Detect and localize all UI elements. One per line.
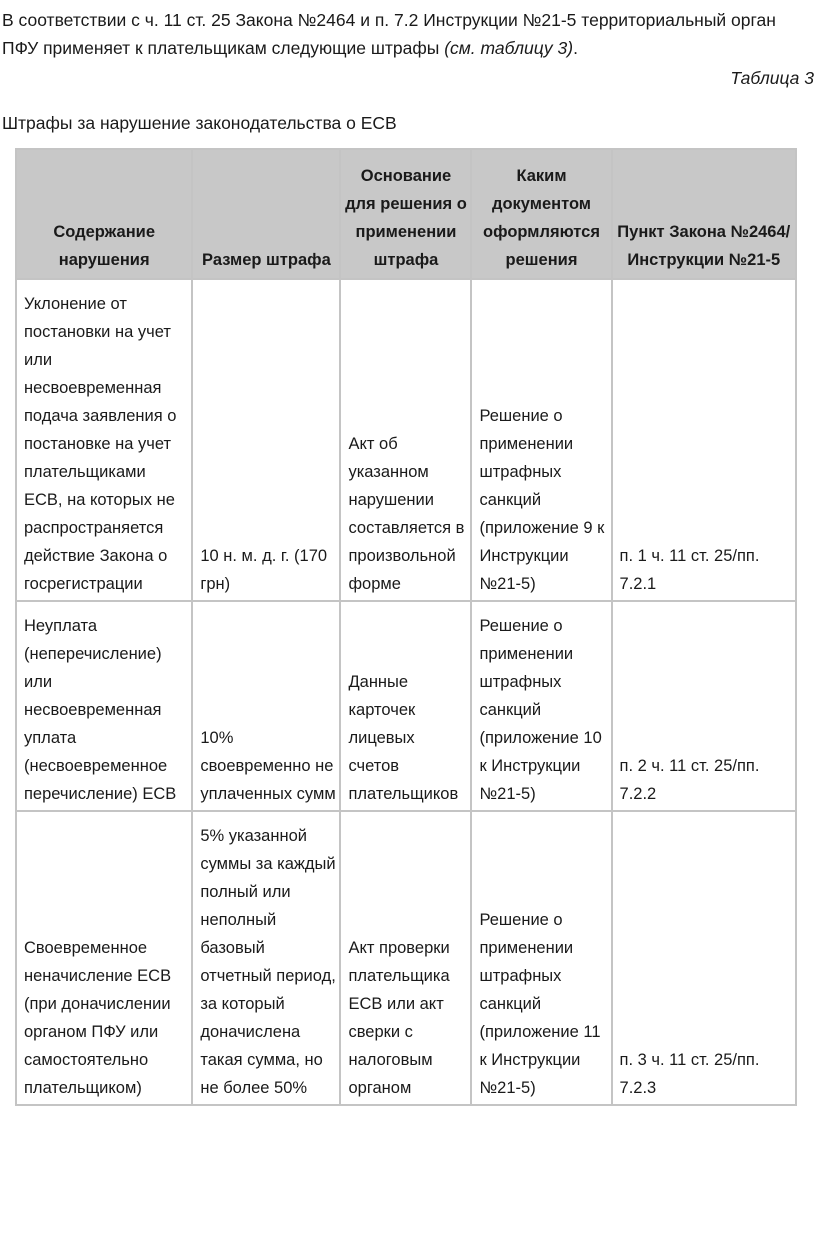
cell-fine-amount: 10% своевременно не уплаченных сумм xyxy=(192,601,340,811)
cell-violation: Своевременное неначисление ЕСВ (при доначислении органом ПФУ или самостоятельно плательщиком) xyxy=(16,811,192,1105)
fines-table xyxy=(15,148,797,1106)
cell-basis: Данные карточек лицевых счетов плательщиков xyxy=(340,601,471,811)
header-document: Каким документом оформляются решения xyxy=(471,149,611,279)
table-number: Таблица 3 xyxy=(730,68,814,88)
cell-document: Решение о применении штрафных санкций (приложение 10 к Инструкции №21-5) xyxy=(471,601,611,811)
cell-document: Решение о применении штрафных санкций (приложение 9 к Инструкции №21-5) xyxy=(471,279,611,601)
intro-text: В соответствии с ч. 11 ст. 25 Закона №2464 и п. 7.2 Инструкции №21-5 территориальный орган ПФУ применяет к плательщикам следующие штрафы xyxy=(2,10,776,58)
cell-legal-clause: п. 3 ч. 11 ст. 25/пп. 7.2.3 xyxy=(612,811,796,1105)
table-row xyxy=(16,279,796,601)
header-violation: Содержание нарушения xyxy=(16,149,192,279)
header-basis: Основание для решения о применении штрафа xyxy=(340,149,471,279)
cell-violation: Неуплата (неперечисление) или несвоевременная уплата (несвоевременное перечисление) ЕСВ xyxy=(16,601,192,811)
cell-fine-amount: 10 н. м. д. г. (170 грн) xyxy=(192,279,340,601)
table-header-row xyxy=(16,149,796,279)
cell-legal-clause: п. 1 ч. 11 ст. 25/пп. 7.2.1 xyxy=(612,279,796,601)
cell-document: Решение о применении штрафных санкций (приложение 11 к Инструкции №21-5) xyxy=(471,811,611,1105)
intro-table-reference: (см. таблицу 3) xyxy=(444,38,574,58)
cell-legal-clause: п. 2 ч. 11 ст. 25/пп. 7.2.2 xyxy=(612,601,796,811)
cell-basis: Акт проверки плательщика ЕСВ или акт сверки с налоговым органом xyxy=(340,811,471,1105)
table-row xyxy=(16,601,796,811)
intro-text-end: . xyxy=(573,38,578,58)
cell-violation: Уклонение от постановки на учет или несвоевременная подача заявления о постановке на учет плательщиками ЕСВ, на которых не распространяется действие Закона о госрегистрации xyxy=(16,279,192,601)
header-legal-clause: Пункт Закона №2464/Инструкции №21-5 xyxy=(612,149,796,279)
cell-basis: Акт об указанном нарушении составляется в произвольной форме xyxy=(340,279,471,601)
intro-paragraph xyxy=(2,6,814,62)
header-fine-amount: Размер штрафа xyxy=(192,149,340,279)
table-title: Штрафы за нарушение законодательства о ЕСВ xyxy=(2,113,397,133)
cell-fine-amount: 5% указанной суммы за каждый полный или неполный базовый отчетный период, за который доначислена такая сумма, но не более 50% xyxy=(192,811,340,1105)
table-row xyxy=(16,811,796,1105)
